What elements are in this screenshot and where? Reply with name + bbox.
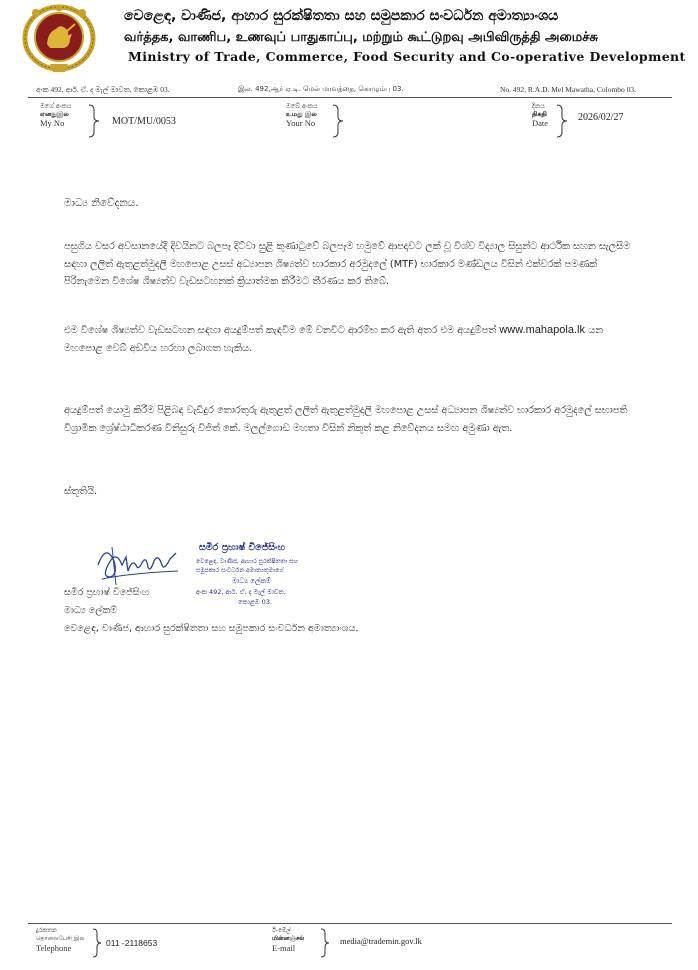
address-english: No. 492, R.A.D. Mel Mawatha, Colombo 03. [500, 85, 637, 94]
closing-thanks: ස්තූතියි. [64, 486, 98, 497]
ministry-title-sinhala: වෙළෙඳ, වාණිජ, ආහාර සුරක්ෂිතතා සහ සමුපකාර සංවර්ධන අමාත්‍යාංශය [124, 8, 559, 24]
national-emblem-icon [20, 4, 98, 74]
date-label-english: Date [532, 118, 549, 128]
stamp-line: සමුපකාර සංවර්ධන අමාත්‍යතුමාගේ [196, 567, 284, 574]
paragraph-3: අයදුම්පත් යොමු කිරීම පිළිබඳ වැඩිදුර තොරතුරු ඇතුළත් ලලිත් ඇතුළත්මුදලි මහපොළ උසස් අධ්‍යාපන ශිෂ්‍යත්ව භාරකාර අරමුදලේ සභාපති විශ්‍රාමික ශ්‍රේෂ්ඨාධිකරණ විනිසුරු විජිත් කේ. මලල්ගොඩ මහතා විසින් නිකුත් කළ නිවේදනය සමඟ අමුණා ඇත. [64, 405, 628, 434]
signer-name: සමීර ප්‍රභාෂ් විජේසිංහ [64, 587, 150, 598]
ministry-title-english: Ministry of Trade, Commerce, Food Security and Co-operative Development [128, 49, 686, 64]
footer-divider [28, 923, 672, 924]
my-no-value: MOT/MU/0053 [112, 116, 176, 127]
date-value: 2026/02/27 [578, 112, 624, 123]
your-no-label [286, 102, 318, 128]
my-no-label [40, 102, 71, 128]
stamp-line: මාධ්‍ය ලේකම් [232, 577, 272, 585]
header-divider [28, 97, 672, 98]
email-label-tamil: மின்னஞ்சல் [272, 935, 305, 942]
your-no-label-sinhala: ඔබේ අංකය [286, 102, 318, 110]
your-no-brace-icon [332, 104, 344, 138]
paragraph-2 [64, 322, 642, 357]
address-sinhala: අංක 492, ආර්. ඒ. ද මැල් මාවත, කොළඹ 03. [36, 85, 170, 94]
telephone-label [36, 927, 85, 954]
email-value[interactable]: media@trademin.gov.lk [340, 936, 422, 946]
my-no-label-english: My No [40, 118, 65, 128]
date-label [532, 102, 548, 128]
ministry-title-tamil: வர்த்தக, வாணிப, உணவுப் பாதுகாப்பு, மற்றும் கூட்டுறவு அபிவிருத்தி அமைச்சு [124, 30, 598, 45]
telephone-brace-icon [92, 928, 102, 958]
stamp-line: කොළඹ 03. [238, 598, 273, 606]
my-no-label-tamil: எனதுஇல [40, 110, 69, 118]
date-brace-icon [556, 104, 568, 138]
stamp-line: අංක 492, ආර්. ඒ. ද මැල් මාවත, [196, 588, 286, 596]
email-label [272, 927, 304, 954]
telephone-label-english: Telephone [36, 943, 72, 953]
telephone-value[interactable]: 011 -2118653 [106, 938, 158, 948]
your-no-label-tamil: உமது இல [286, 110, 317, 118]
telephone-label-sinhala: දුරකතන [36, 927, 57, 934]
my-no-label-sinhala: මගේ අංකය [40, 102, 72, 110]
telephone-label-tamil: தொலைபேசி இல [36, 935, 85, 942]
handwritten-signature [92, 535, 192, 587]
email-label-sinhala: ඊ-මේල් [272, 927, 291, 934]
paragraph-2-tail: යන මහපොළ වෙබ් අඩවිය හරහා ලබාගත හැකිය. [64, 325, 604, 354]
paragraph-2-text: එම විශේෂ ශිෂ්‍යත්ව වැඩසටහන සඳහා අයදුම්පත් කැඳවීම මේ වනවිට ආරම්භ කර ඇති අතර එම අයදුම්පත් [64, 325, 497, 336]
paragraph-1: පසුගිය වසර අවසානයේදී දිවයිනට බලපෑ දිට්වා සුළි කුණාටුවේ බලපෑම හමුවේ ආපදාවට ලක් වූ විශ්ව විද්‍යාල සිසුන්ට ආර්ථික සහන සැලසීම සඳහා ලලිත් ඇතුළත්මුදලි මහපොළ උසස් අධ්‍යාපන ශිෂ්‍යත්ව භාරකාර අරමුදලේ (MTF) භාරකාර මණ්ඩලය විසින් එක්වරක් පමණක් පිරිනැමෙන විශේෂ ශිෂ්‍යත්ව වැඩසටහනක් ක්‍රියාත්මක කිරීමට තීරණය කර තිබේ. [64, 241, 631, 287]
mahapola-website-link[interactable]: www.mahapola.lk [499, 324, 585, 336]
email-brace-icon [320, 928, 330, 958]
letter-heading: මාධ්‍ය නිවේදනය. [64, 197, 139, 209]
stamp-name: සමීර ප්‍රභාෂ් විජේසිංහ [199, 542, 285, 553]
date-label-tamil: திகதி [532, 110, 547, 118]
signer-organization: වෙළෙඳ, වාණිජ, ආහාර සුරක්ෂිතතා සහ සමුපකාර සංවර්ධන අමාත්‍යාංශය. [64, 623, 359, 634]
my-no-brace-icon [88, 104, 100, 138]
stamp-line: වෙළෙඳ, වාණිජ, ආහාර සුරක්ෂිතතා සහ [196, 558, 299, 565]
your-no-label-english: Your No [286, 118, 316, 128]
address-tamil: இல. 492,ஆர் ஏ.டி. மெல் மாவத்தை, கொழும்பு 03. [238, 85, 404, 93]
email-label-english: E-mail [272, 943, 296, 953]
signer-title: මාධ්‍ය ලේකම් [64, 605, 117, 616]
date-label-sinhala: දිනය [532, 102, 545, 110]
